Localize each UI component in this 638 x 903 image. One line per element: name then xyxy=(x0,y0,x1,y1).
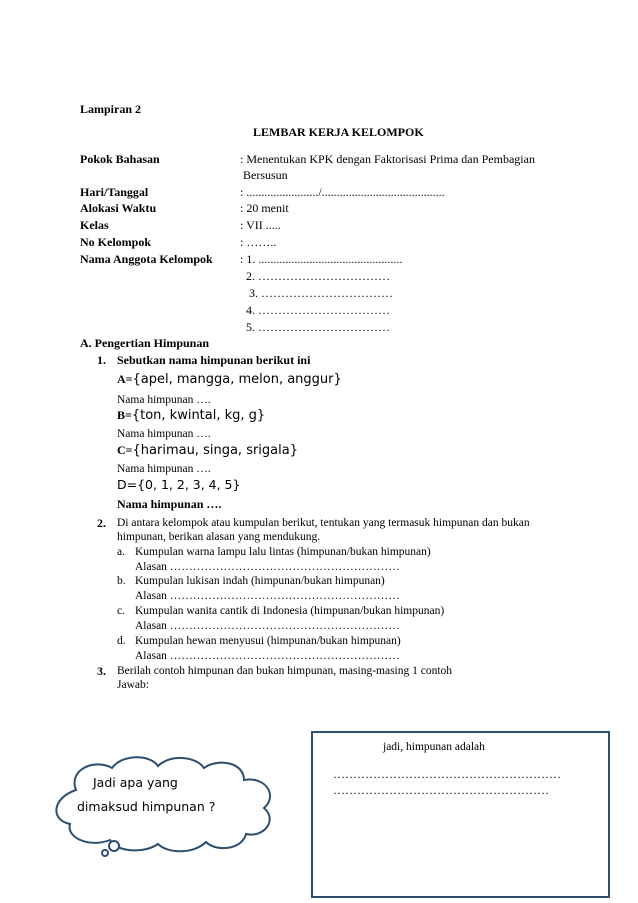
set-c-answer: Nama himpunan …. xyxy=(117,463,211,475)
q3-text: Berilah contoh himpunan dan bukan himpunan, masing-masing 1 contoh xyxy=(117,665,453,677)
info-label-kelas: Kelas xyxy=(80,218,109,232)
q2-item-c-reason: Alasan …………………………………………………… xyxy=(135,620,400,632)
q2-item-c-letter: c. xyxy=(117,605,125,617)
set-b xyxy=(117,406,265,424)
info-value-alokasi-waktu: : 20 menit xyxy=(240,201,289,215)
set-d-answer: Nama himpunan …. xyxy=(117,497,222,511)
q3-number: 3. xyxy=(97,664,106,678)
q2-text-line1: Di antara kelompok atau kumpulan berikut, tentukan yang termasuk himpunan dan bukan xyxy=(117,517,530,529)
lampiran-label: Lampiran 2 xyxy=(80,102,142,116)
info-value-pokok-bahasan-cont: Bersusun xyxy=(243,168,288,182)
thought-bubble-small xyxy=(102,850,108,856)
set-b-name: B= xyxy=(117,408,132,422)
q2-item-c-text: Kumpulan wanita cantik di Indonesia (himpunan/bukan himpunan) xyxy=(135,605,445,617)
q2-item-d-text: Kumpulan hewan menyusui (himpunan/bukan himpunan) xyxy=(135,635,401,647)
q2-item-b-letter: b. xyxy=(117,575,126,587)
set-b-elements: {ton, kwintal, kg, g} xyxy=(131,408,266,423)
member-3: 3. …………………………… xyxy=(249,286,393,300)
q3-answer-label: Jawab: xyxy=(117,679,149,691)
answer-box-line-1: ………………………………………………… xyxy=(333,767,561,781)
answer-box-title: jadi, himpunan adalah xyxy=(383,741,485,753)
q1-number: 1. xyxy=(97,353,106,367)
q2-item-b-reason: Alasan …………………………………………………… xyxy=(135,590,400,602)
q2-item-b-text: Kumpulan lukisan indah (himpunan/bukan himpunan) xyxy=(135,575,385,587)
set-a-elements: {apel, mangga, melon, anggur} xyxy=(132,372,342,387)
set-a xyxy=(117,370,342,388)
set-b-answer: Nama himpunan …. xyxy=(117,428,211,440)
q2-number: 2. xyxy=(97,516,106,530)
info-value-no-kelompok: : …….. xyxy=(240,235,277,249)
q2-text-line2: himpunan, berikan alasan yang mendukung. xyxy=(117,531,321,543)
section-a-title: A. Pengertian Himpunan xyxy=(80,336,210,350)
set-a-answer: Nama himpunan …. xyxy=(117,394,211,406)
q2-item-d-letter: d. xyxy=(117,635,126,647)
q1-text: Sebutkan nama himpunan berikut ini xyxy=(117,353,311,367)
q2-item-a-text: Kumpulan warna lampu lalu lintas (himpunan/bukan himpunan) xyxy=(135,546,431,558)
member-4: 4. …………………………… xyxy=(246,303,390,317)
set-d xyxy=(117,476,240,494)
member-5: 5. …………………………… xyxy=(246,320,390,334)
set-d-elements: {0, 1, 2, 3, 4, 5} xyxy=(137,477,241,492)
info-value-kelas: : VII ..... xyxy=(240,218,281,232)
q2-item-a-letter: a. xyxy=(117,546,125,558)
set-d-name: D= xyxy=(117,477,138,492)
set-c xyxy=(117,441,298,459)
cloud-text-line2: dimaksud himpunan ? xyxy=(77,799,216,814)
document-title: LEMBAR KERJA KELOMPOK xyxy=(253,125,424,139)
thought-bubble-large xyxy=(109,841,119,851)
set-c-name: C= xyxy=(117,443,133,457)
set-c-elements: {harimau, singa, srigala} xyxy=(132,443,298,458)
info-label-hari-tanggal: Hari/Tanggal xyxy=(80,185,149,199)
info-value-hari-tanggal: : ......................../......................................... xyxy=(240,185,445,199)
info-value-pokok-bahasan: : Menentukan KPK dengan Faktorisasi Prima dan Pembagian xyxy=(240,152,535,166)
q2-item-d-reason: Alasan …………………………………………………… xyxy=(135,650,400,662)
answer-box-line-2: ……………………………………………… xyxy=(333,783,549,797)
info-label-no-kelompok: No Kelompok xyxy=(80,235,152,249)
answer-box xyxy=(311,731,610,898)
info-label-nama-anggota: Nama Anggota Kelompok xyxy=(80,252,213,266)
info-value-member-1: : 1. ................................................ xyxy=(240,252,403,266)
info-label-pokok-bahasan: Pokok Bahasan xyxy=(80,152,160,166)
info-label-alokasi-waktu: Alokasi Waktu xyxy=(80,201,157,215)
set-a-name: A= xyxy=(117,372,133,386)
member-2: 2. …………………………… xyxy=(246,269,390,283)
q2-item-a-reason: Alasan …………………………………………………… xyxy=(135,561,400,573)
cloud-text-line1: Jadi apa yang xyxy=(93,775,178,790)
